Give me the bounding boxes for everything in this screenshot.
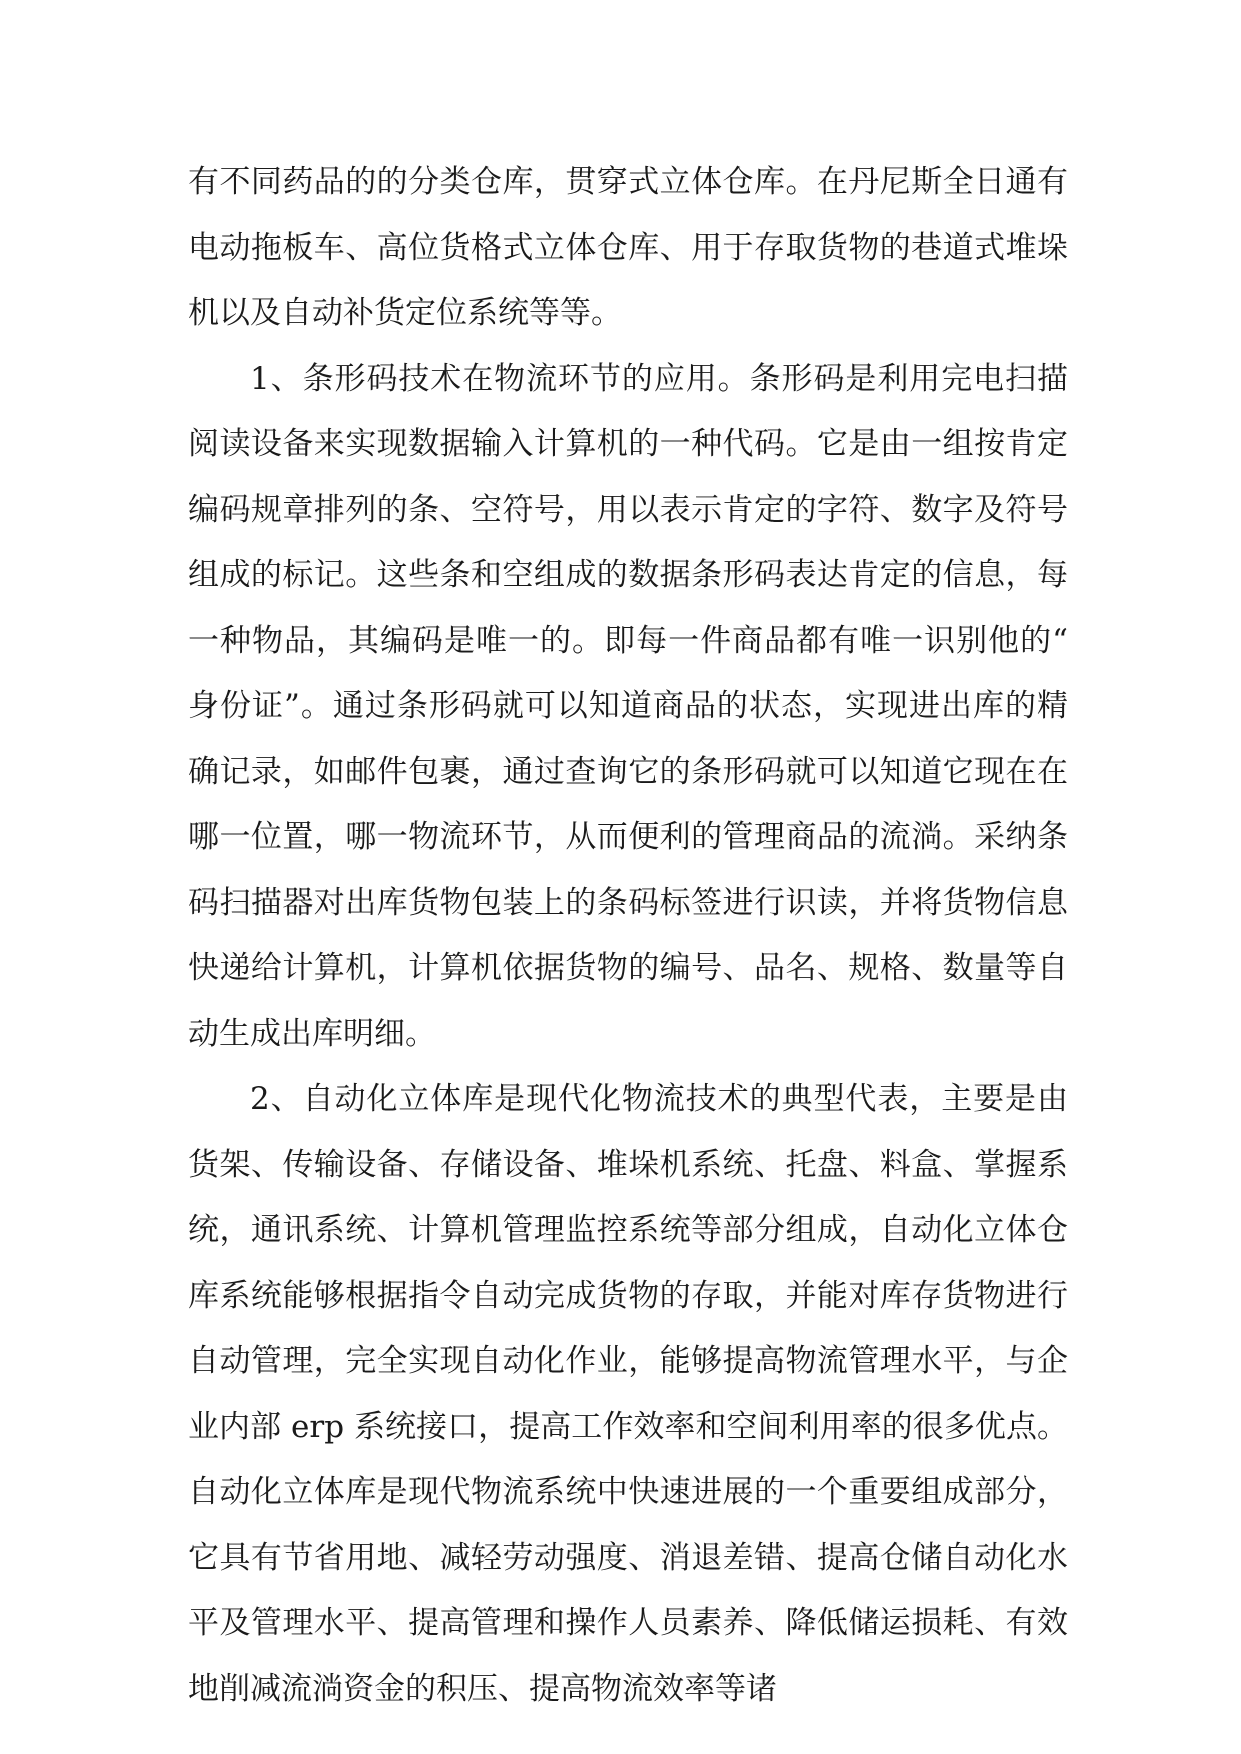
paragraph-continuation: 有不同药品的的分类仓库，贯穿式立体仓库。在丹尼斯全日通有电动拖板车、高位货格式立体仓库、用于存取货物的巷道式堆垛机以及自动补货定位系统等等。 bbox=[188, 164, 1068, 331]
paragraph-barcode-technology: 1、条形码技术在物流环节的应用。条形码是利用完电扫描阅读设备来实现数据输入计算机的一种代码。它是由一组按肯定编码规章排列的条、空符号，用以表示肯定的字符、数字及符号组成的标记。这些条和空组成的数据条形码表达肯定的信息，每一种物品，其编码是唯一的。即每一件商品都有唯一识别他的“身份证”。通过条形码就可以知道商品的状态，实现进出库的精确记录，如邮件包裹，通过查询它的条形码就可以知道它现在在哪一位置，哪一物流环节，从而便利的管理商品的流淌。采纳条码扫描器对出库货物包装上的条码标签进行识读，并将货物信息快递给计算机，计算机依据货物的编号、品名、规格、数量等自动生成出库明细。 bbox=[188, 360, 1068, 1052]
document-body bbox=[188, 150, 1068, 1722]
paragraph-automated-warehouse: 2、自动化立体库是现代化物流技术的典型代表，主要是由货架、传输设备、存储设备、堆垛机系统、托盘、料盒、掌握系统，通讯系统、计算机管理监控系统等部分组成，自动化立体仓库系统能够根据指令自动完成货物的存取，并能对库存货物进行自动管理，完全实现自动化作业，能够提高物流管理水平，与企业内部 erp 系统接口，提高工作效率和空间利用率的很多优点。自动化立体库是现代物流系统中快速进展的一个重要组成部分，它具有节省用地、减轻劳动强度、消退差错、提高仓储自动化水平及管理水平、提高管理和操作人员素养、降低储运损耗、有效地削减流淌资金的积压、提高物流效率等诸 bbox=[188, 1081, 1068, 1707]
